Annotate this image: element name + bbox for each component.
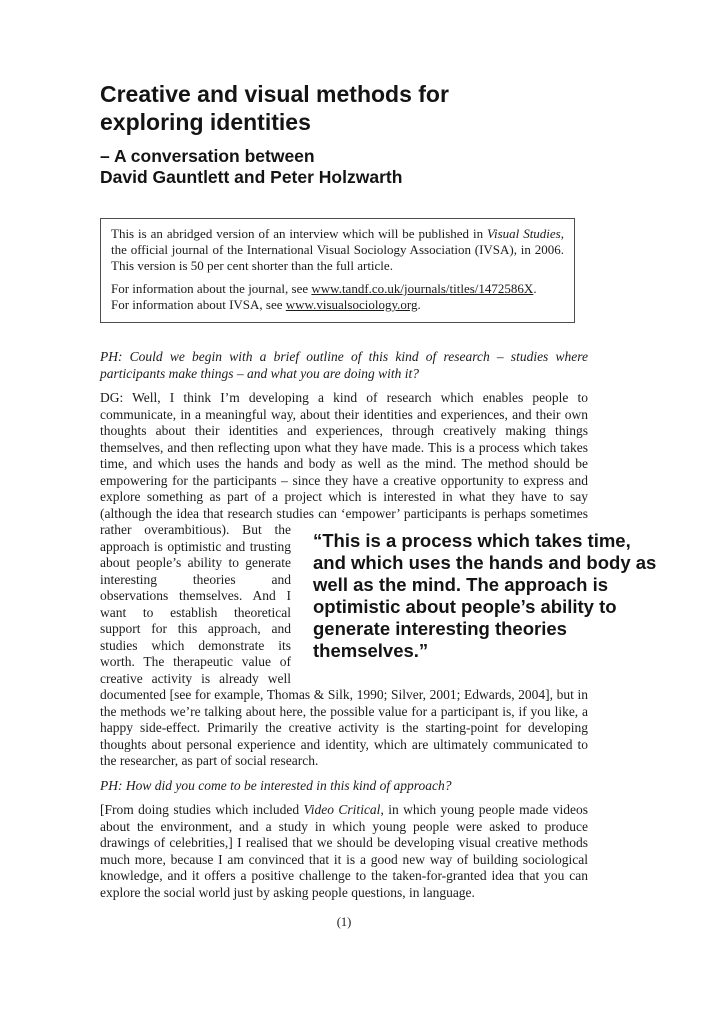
ivsa-link-post: . (417, 297, 421, 312)
abridged-note-pre: This is an abridged version of an interview which will be published in (111, 226, 487, 241)
dg-answer-part2: perhaps sometimes rather overambitious). But the approach is optimistic and trusting about people’s ability to generate interesting theories and observations themselves. And I want to establish theoretical support for this approach, and studies which demonstrate its worth. The therapeutic value of creative activity is already well documented [see for example, Thomas & Silk, 1990; Silver, 2001; Edwards, 2004], but in the methods we’re talking about here, the possible value for a participant is, if you like, a happy side-effect. Primarily the creative activity is the starting-point for developing thoughts about personal experience and identity, which are ultimately communicated to the researcher, as part of social research. (100, 505, 588, 768)
publication-info-box (100, 218, 575, 323)
answer2-pre: [From doing studies which included (100, 802, 304, 817)
info-links (111, 281, 564, 313)
answer2-paragraph (100, 802, 588, 901)
abridged-version-note (111, 226, 564, 274)
article-title-line2: exploring identities (100, 109, 311, 135)
ivsa-link-line (111, 297, 564, 313)
journal-link-pre: For information about the journal, see (111, 281, 312, 296)
video-critical-title: Video Critical (303, 802, 381, 817)
article-subtitle (100, 146, 588, 188)
page-number: (1) (336, 915, 352, 929)
journal-link-line (111, 281, 564, 297)
abridged-note-post: , the official journal of the International Visual Sociology Association (IVSA), in 2006. This version is 50 per cent shorter than the full article. (111, 226, 564, 273)
pull-quote: “This is a process which takes time, and which uses the hands and body as well as the mind. The approach is optimistic about people’s ability to generate interesting theories themselves.” (313, 530, 657, 661)
interview-question-1: PH: Could we begin with a brief outline of this kind of research – studies where participants make things – and what you are doing with it? (100, 349, 588, 381)
article-title-line1: Creative and visual methods for (100, 81, 449, 107)
journal-link-post: . (533, 281, 537, 296)
journal-title: Visual Studies (487, 226, 561, 241)
ivsa-url-link[interactable]: www.visualsociology.org (285, 297, 418, 312)
dg-answer-part1: DG: Well, I think I’m developing a kind of research which enables people to communicate, in a meaningful way, about their identities and experiences, and their own thoughts about their identities and experiences, through creatively making things themselves, and then reflecting upon what they have made. This is a process which takes time, and which uses the hands and body as well as the mind. The method should be empowering for the participants – since they have a creative opportunity to express and explore something as part of a project which is interested in what they have to say (although the idea that research studies can ‘empower’ participants is (100, 390, 588, 521)
dg-answer-paragraph (100, 390, 657, 770)
interview-question-2: PH: How did you come to be interested in this kind of approach? (100, 777, 452, 793)
article-subtitle-line2: David Gauntlett and Peter Holzwarth (100, 167, 403, 187)
journal-url-link[interactable]: www.tandf.co.uk/journals/titles/1472586X (311, 281, 534, 296)
ivsa-link-pre: For information about IVSA, see (111, 297, 286, 312)
article-title (100, 80, 588, 136)
answer2-post: , in which young people made videos about the environment, and a study in which young people were asked to produce drawings of celebrities,] I realised that we should be developing visual creative methods much more, because I am convinced that it is a good new way of building sociological knowledge, and it offers a positive challenge to the taken-for-granted idea that you can explore the social world just by asking people questions, in language. (100, 802, 588, 900)
article-subtitle-line1: – A conversation between (100, 146, 315, 166)
